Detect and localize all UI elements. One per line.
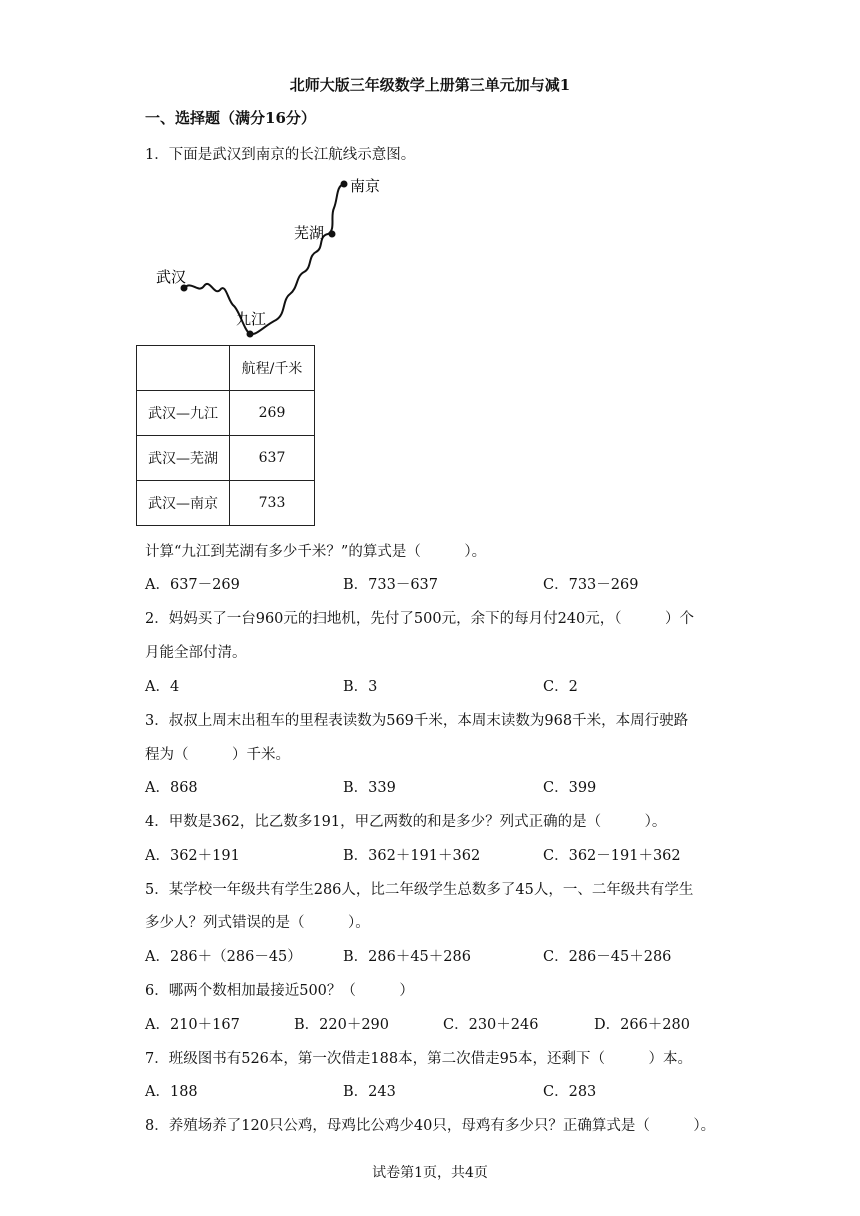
q5-option-a: A．286＋（286－45） bbox=[145, 949, 302, 965]
q2-option-a: A．4 bbox=[145, 679, 180, 695]
q8-text: 8．养殖场养了120只公鸡，母鸡比公鸡少40只，母鸡有多少只？正确算式是（ ）。 bbox=[145, 1118, 716, 1134]
q3-line2: 程为（ ）千米。 bbox=[145, 747, 290, 763]
q1-option-c: C．733－269 bbox=[543, 577, 639, 593]
q3-option-a: A．868 bbox=[145, 780, 198, 796]
q1-option-b: B．733－637 bbox=[343, 577, 439, 593]
q1-option-a: A．637－269 bbox=[145, 577, 240, 593]
table-cell: 武汉—芜湖 bbox=[137, 436, 230, 481]
q6-option-b: B．220＋290 bbox=[294, 1017, 390, 1033]
table-row bbox=[137, 481, 315, 526]
q5-line1: 5．某学校一年级共有学生286人，比二年级学生总数多了45人，一、二年级共有学生 bbox=[145, 882, 694, 898]
table-header-cell bbox=[137, 346, 230, 391]
q6-text: 6．哪两个数相加最接近500？（ ） bbox=[145, 983, 414, 999]
table-cell: 269 bbox=[230, 391, 315, 436]
table-cell: 637 bbox=[230, 436, 315, 481]
q7-option-b: B．243 bbox=[343, 1084, 396, 1100]
table-header-row bbox=[137, 346, 315, 391]
page-title: 北师大版三年级数学上册第三单元加与减1 bbox=[289, 76, 571, 94]
section-title: 一、选择题（满分16分） bbox=[145, 109, 316, 127]
q1-text: 1．下面是武汉到南京的长江航线示意图。 bbox=[145, 147, 416, 163]
q2-line2: 月能全部付清。 bbox=[145, 645, 247, 661]
q6-option-c: C．230＋246 bbox=[443, 1017, 539, 1033]
q7-text: 7．班级图书有526本，第一次借走188本，第二次借走95本，还剩下（ ）本。 bbox=[145, 1051, 693, 1067]
q5-option-c: C．286－45＋286 bbox=[543, 949, 672, 965]
q7-option-c: C．283 bbox=[543, 1084, 597, 1100]
page-footer: 试卷第1页，共4页 bbox=[372, 1165, 488, 1181]
q6-option-a: A．210＋167 bbox=[145, 1017, 240, 1033]
q2-option-b: B．3 bbox=[343, 679, 378, 695]
table-cell: 武汉—九江 bbox=[137, 391, 230, 436]
q3-option-b: B．339 bbox=[343, 780, 396, 796]
q3-line1: 3．叔叔上周末出租车的里程表读数为569千米，本周末读数为968千米，本周行驶路 bbox=[145, 713, 689, 729]
q2-line1: 2．妈妈买了一台960元的扫地机，先付了500元，余下的每月付240元，（ ）个 bbox=[145, 611, 695, 627]
jiujiang-label: 九江 bbox=[236, 311, 267, 328]
table-header-cell: 航程/千米 bbox=[230, 346, 315, 391]
wuhu-label: 芜湖 bbox=[294, 225, 325, 242]
q4-option-c: C．362－191＋362 bbox=[543, 848, 681, 864]
q4-option-a: A．362＋191 bbox=[145, 848, 240, 864]
table-row bbox=[137, 391, 315, 436]
table-cell: 武汉—南京 bbox=[137, 481, 230, 526]
q1-question: 计算“九江到芜湖有多少千米？”的算式是（ ）。 bbox=[145, 544, 487, 560]
table-row bbox=[137, 436, 315, 481]
table-cell: 733 bbox=[230, 481, 315, 526]
yangtze-route-map bbox=[140, 172, 400, 344]
wuhu-point bbox=[329, 231, 336, 238]
q5-option-b: B．286＋45＋286 bbox=[343, 949, 471, 965]
nanjing-point bbox=[341, 181, 348, 188]
jiujiang-point bbox=[247, 331, 254, 338]
q4-text: 4．甲数是362，比乙数多191，甲乙两数的和是多少？列式正确的是（ ）。 bbox=[145, 814, 667, 830]
q7-option-a: A．188 bbox=[145, 1084, 198, 1100]
wuhan-label: 武汉 bbox=[156, 269, 187, 286]
distance-table bbox=[136, 345, 315, 526]
q6-option-d: D．266＋280 bbox=[594, 1017, 690, 1033]
nanjing-label: 南京 bbox=[350, 178, 381, 195]
q5-line2: 多少人？列式错误的是（ ）。 bbox=[145, 915, 370, 931]
q3-option-c: C．399 bbox=[543, 780, 597, 796]
q2-option-c: C．2 bbox=[543, 679, 578, 695]
q4-option-b: B．362＋191＋362 bbox=[343, 848, 481, 864]
